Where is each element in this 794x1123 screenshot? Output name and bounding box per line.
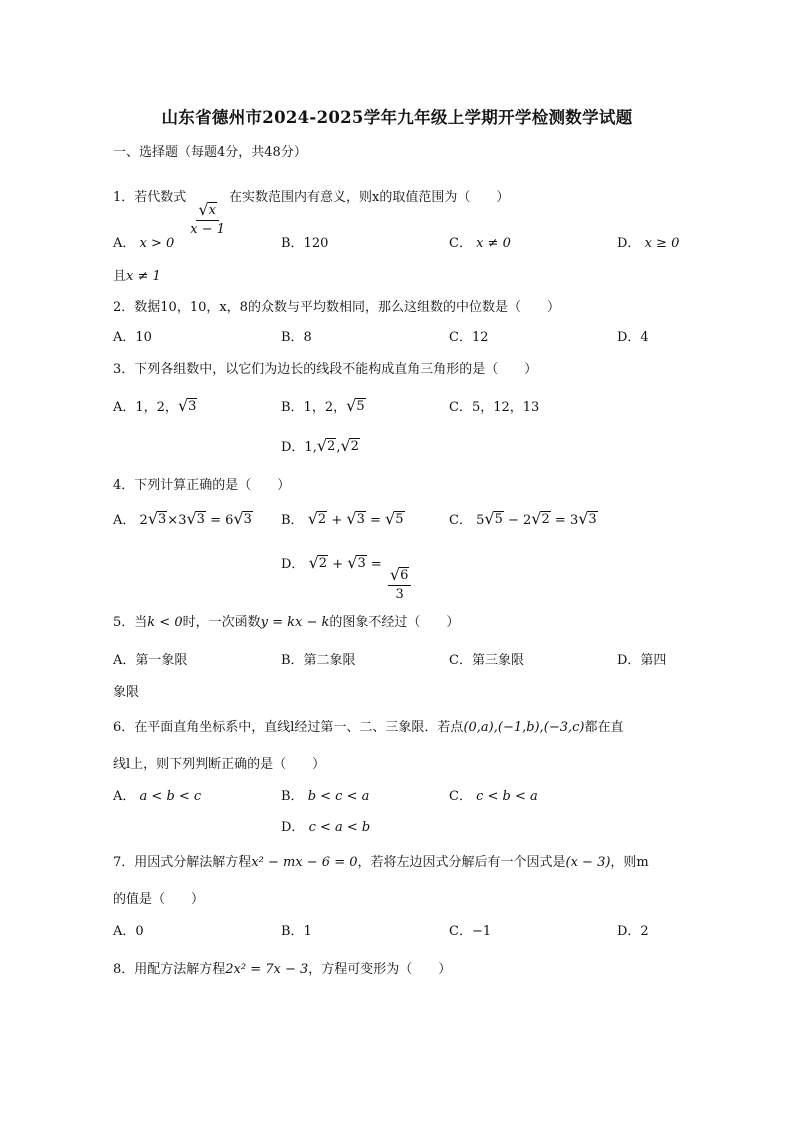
q1-option-b: B．120	[281, 236, 329, 251]
question-4-stem: 4．下列计算正确的是（ ）	[113, 478, 291, 493]
q1-stem-pre: 1．若代数式	[113, 190, 187, 205]
q7-option-c: C．−1	[449, 924, 492, 939]
q5-option-c: C．第三象限	[449, 653, 524, 668]
q1-frac-num: x	[208, 203, 216, 218]
q2-option-d: D．4	[617, 330, 649, 345]
q7-option-b: B．1	[281, 924, 312, 939]
q4-option-a: A． 2 √ 3 ×3 √ 3 = 6 √ 3	[113, 509, 252, 528]
q4-option-d: D． √ 2 + √ 3 = √ 6 3	[281, 555, 413, 603]
q5-option-b: B．第二象限	[281, 653, 356, 668]
q7-option-a: A．0	[113, 924, 144, 939]
q3-option-a: A．1，2， √ 3	[113, 396, 197, 415]
q4-option-b: B． √ 2 + √ 3 = √ 5	[281, 509, 404, 528]
q1-frac-den: x − 1	[190, 222, 226, 237]
question-1-stem	[113, 188, 509, 238]
question-2-stem: 2．数据10，10，x，8的众数与平均数相同，那么这组数的中位数是（ ）	[113, 300, 560, 315]
question-6-stem-line1: 6．在平面直角坐标系中，直线l经过第一、二、三象限．若点(0,a),(−1,b),(−3,c)都在直	[113, 720, 624, 735]
question-6-stem-line2: 线l上，则下列判断正确的是（ ）	[113, 757, 326, 772]
question-7-stem-line2: 的值是（ ）	[113, 892, 205, 907]
q6-option-b: B． b < c < a	[281, 789, 370, 804]
q5-option-a: A．第一象限	[113, 653, 188, 668]
q1-option-c: C． x ≠ 0	[449, 236, 511, 251]
q1-stem-post: 在实数范围内有意义，则x的取值范围为（ ）	[229, 190, 510, 205]
q1-fraction: √ x x − 1	[190, 200, 226, 237]
q5-option-d-cont: 象限	[113, 685, 140, 700]
q3-option-c: C．5，12，13	[449, 400, 540, 415]
section-heading: 一、选择题（每题4分，共48分）	[113, 145, 307, 160]
q2-option-a: A．10	[113, 330, 152, 345]
question-8-stem: 8．用配方法解方程2x² = 7x − 3，方程可变形为（ ）	[113, 962, 452, 977]
q1-option-d-cont: 且x ≠ 1	[113, 269, 161, 284]
q6-option-a: A． a < b < c	[113, 789, 202, 804]
q2-option-c: C．12	[449, 330, 489, 345]
q1-option-a: A． x > 0	[113, 236, 175, 251]
question-3-stem: 3．下列各组数中，以它们为边长的线段不能构成直角三角形的是（ ）	[113, 362, 538, 377]
page-title: 山东省德州市2024-2025学年九年级上学期开学检测数学试题	[161, 108, 633, 127]
question-7-stem-line1: 7．用因式分解法解方程x² − mx − 6 = 0，若将左边因式分解后有一个因式是(x − 3)，则m	[113, 855, 649, 870]
q4-option-c: C． 5 √ 5 − 2 √ 2 = 3 √ 3	[449, 509, 597, 528]
q6-option-d: D． c < a < b	[281, 820, 371, 835]
q5-option-d: D．第四	[617, 653, 667, 668]
q2-option-b: B．8	[281, 330, 312, 345]
q3-option-d: D．1, √ 2 , √ 2	[281, 436, 359, 455]
q6-option-c: C． c < b < a	[449, 789, 538, 804]
question-5-stem: 5．当k < 0时，一次函数y = kx − k的图象不经过（ ）	[113, 615, 460, 630]
q3-option-b: B．1，2， √ 5	[281, 396, 365, 415]
q7-option-d: D．2	[617, 924, 649, 939]
q1-option-d: D． x ≥ 0	[617, 236, 680, 251]
